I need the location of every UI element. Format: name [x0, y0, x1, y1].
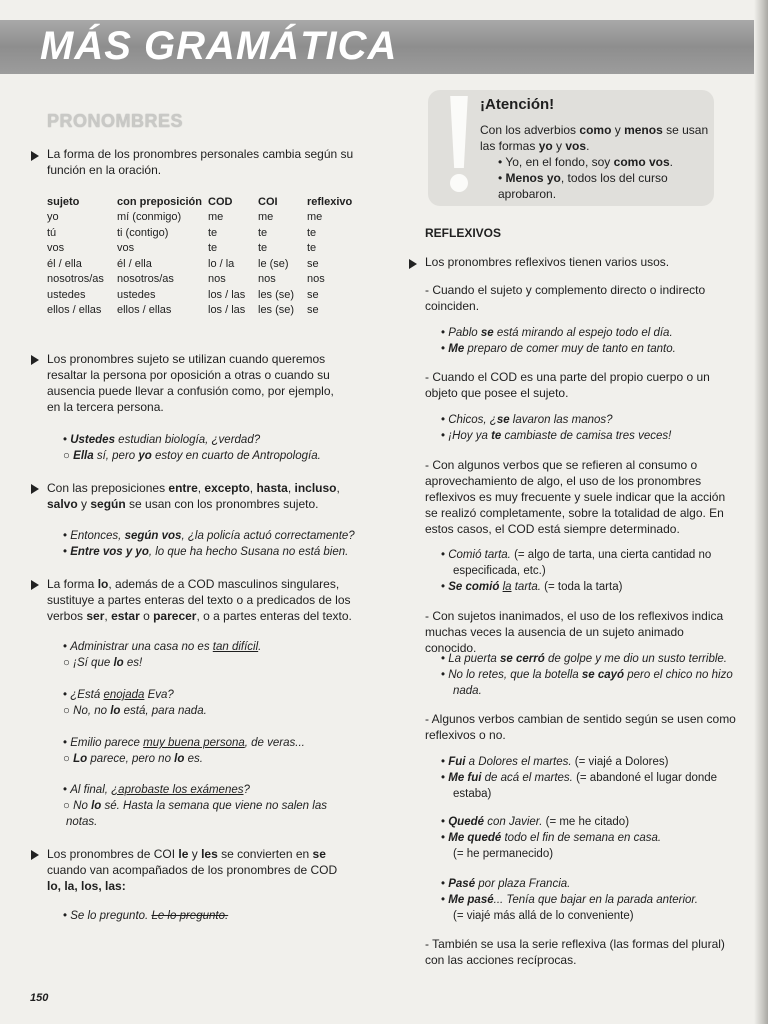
- example-line: • Quedé con Javier. (= me he citado): [441, 816, 630, 828]
- table-cell: les (se): [258, 304, 295, 317]
- page-title: MÁS GRAMÁTICA: [40, 24, 398, 68]
- example-block: [63, 432, 363, 464]
- table-cell: yo: [47, 211, 59, 224]
- table-row: [47, 225, 367, 241]
- table-cell: me: [258, 211, 274, 224]
- table-cell: él / ella: [117, 257, 152, 270]
- attention-text: [480, 122, 710, 202]
- example-line: • ¿Está enojada Eva?: [63, 689, 174, 701]
- paragraph-subject-pronouns: Los pronombres sujeto se utilizan cuando queremos resaltar la persona por oposición a otras o cuando su ausencia puede llevar a confusión como, por ejemplo, en la tercera persona.: [47, 352, 334, 414]
- table-row: [47, 210, 367, 226]
- example-line: (= he permanecido): [453, 848, 554, 860]
- table-header-cell: COD: [208, 195, 233, 208]
- example-block: [441, 325, 741, 357]
- table-header-cell: COI: [258, 195, 278, 208]
- table-row: [47, 303, 367, 319]
- table-row: [47, 256, 367, 272]
- table-row: [47, 272, 367, 288]
- intro-paragraph: La forma de los pronombres personales cambia según su función en la oración.: [47, 147, 354, 177]
- paragraph-coi-se: Los pronombres de COI le y les se convierten en se cuando van acompañados de los pronombres de COD lo, la, los, las:: [47, 847, 338, 893]
- example-line: • Entonces, según vos, ¿la policía actuó correctamente?: [63, 530, 355, 542]
- table-cell: me: [208, 211, 224, 224]
- example-line: • Comió tarta. (= algo de tarta, una cierta cantidad no especificada, etc.): [441, 549, 712, 577]
- reflexivos-use-4: - Con sujetos inanimados, el uso de los reflexivos indica muchas veces la ausencia de un sujeto animado conocido.: [425, 609, 724, 655]
- example-line: (= viajé más allá de lo conveniente): [453, 910, 634, 922]
- reflexivos-use-1: - Cuando el sujeto y complemento directo o indirecto coinciden.: [425, 283, 706, 313]
- table-cell: se: [307, 304, 319, 317]
- exclamation-dot-icon: [450, 174, 468, 192]
- table-cell: te: [307, 242, 317, 255]
- table-cell: vos: [117, 242, 135, 255]
- bullet-arrow-icon: [31, 850, 39, 860]
- attention-title: ¡Atención!: [480, 96, 555, 113]
- table-cell: te: [208, 242, 218, 255]
- bullet-arrow-icon: [31, 355, 39, 365]
- example-line: notas.: [66, 816, 98, 828]
- example-line: ○ ¡Sí que lo es!: [63, 657, 143, 669]
- example-line: • Se comió la tarta. (= toda la tarta): [441, 581, 623, 593]
- reflexivos-title: REFLEXIVOS: [425, 226, 502, 240]
- example-block: [441, 651, 741, 699]
- table-cell: nos: [258, 273, 276, 286]
- table-cell: nos: [208, 273, 226, 286]
- table-cell: ellos / ellas: [117, 304, 172, 317]
- table-cell: ti (contigo): [117, 226, 169, 239]
- table-cell: mí (conmigo): [117, 211, 182, 224]
- example-line: • Pablo se está mirando al espejo todo el día.: [441, 327, 673, 339]
- table-cell: ustedes: [47, 288, 86, 301]
- table-cell: te: [208, 226, 218, 239]
- table-cell: los / las: [208, 288, 246, 301]
- example-line: ○ No, no lo está, para nada.: [63, 705, 207, 717]
- bullet-arrow-icon: [31, 580, 39, 590]
- page-number: 150: [30, 992, 49, 1004]
- table-header-row: [47, 194, 367, 210]
- section-title: PRONOMBRES: [47, 111, 184, 131]
- example-line: • Al final, ¿aprobaste los exámenes?: [63, 784, 250, 796]
- attention-example: • Yo, en el fondo, soy como vos.: [498, 155, 673, 169]
- example-line: • Me quedé todo el fin de semana en casa.: [441, 832, 662, 844]
- table-cell: nosotros/as: [47, 273, 104, 286]
- table-cell: lo / la: [208, 257, 235, 270]
- example-block: [63, 687, 363, 719]
- example-block: [441, 876, 741, 924]
- example-line: • Administrar una casa no es tan difícil.: [63, 641, 262, 653]
- example-line: • Me fui de acá el martes. (= abandoné el lugar donde estaba): [441, 772, 718, 800]
- table-header-cell: reflexivo: [307, 195, 353, 208]
- example-block: [441, 412, 741, 444]
- bullet-arrow-icon: [409, 259, 417, 269]
- table-cell: te: [258, 242, 268, 255]
- example-line: ○ Ella sí, pero yo estoy en cuarto de Antropología.: [63, 450, 321, 462]
- example-block: [63, 735, 363, 767]
- bullet-arrow-icon: [31, 151, 39, 161]
- table-cell: te: [307, 226, 317, 239]
- reflexivos-use-3: - Con algunos verbos que se refieren al consumo o aprovechamiento de algo, el uso de los pronombres reflexivos es muy frecuente y suele indicar que la acción se realizó completamente, sobre la totalidad de algo. En estos casos, el COD está siempre determinado.: [425, 458, 726, 536]
- table-header-cell: sujeto: [47, 195, 80, 208]
- table-cell: tú: [47, 226, 57, 239]
- example-block: [441, 547, 741, 595]
- attention-example: • Menos yo, todos los del curso aprobaron.: [498, 171, 668, 201]
- table-row: [47, 241, 367, 257]
- table-cell: te: [258, 226, 268, 239]
- reflexivos-intro: Los pronombres reflexivos tienen varios usos.: [425, 255, 670, 269]
- table-cell: ustedes: [117, 288, 156, 301]
- example-line: • Fui a Dolores el martes. (= viajé a Dolores): [441, 756, 669, 768]
- table-row: [47, 287, 367, 303]
- table-cell: le (se): [258, 257, 289, 270]
- example-block: [441, 814, 741, 862]
- reflexivos-use-6: - También se usa la serie reflexiva (las formas del plural) con las acciones recíprocas.: [425, 937, 725, 967]
- example-line: • Se lo pregunto. Le lo pregunto.: [63, 910, 229, 922]
- reflexivos-use-2: - Cuando el COD es una parte del propio cuerpo o un objeto que posee el sujeto.: [425, 370, 710, 400]
- table-cell: ellos / ellas: [47, 304, 102, 317]
- attention-box: [428, 90, 714, 206]
- page-edge-shadow: [754, 0, 768, 1024]
- example-block: [63, 782, 363, 830]
- attention-rule: Con los adverbios como y menos se usan las formas yo y vos.: [480, 123, 709, 153]
- example-block: [63, 528, 373, 560]
- table-cell: nos: [307, 273, 325, 286]
- table-cell: les (se): [258, 288, 295, 301]
- table-cell: se: [307, 257, 319, 270]
- pronoun-table: [47, 194, 367, 318]
- table-cell: él / ella: [47, 257, 82, 270]
- example-line: • Pasé por plaza Francia.: [441, 878, 571, 890]
- example-line: • Emilio parece muy buena persona, de veras...: [63, 737, 305, 749]
- example-line: ○ Lo parece, pero no lo es.: [63, 753, 203, 765]
- table-cell: nosotros/as: [117, 273, 174, 286]
- table-cell: vos: [47, 242, 65, 255]
- bullet-arrow-icon: [31, 484, 39, 494]
- example-line: • La puerta se cerró de golpe y me dio un susto terrible.: [441, 653, 727, 665]
- table-cell: se: [307, 288, 319, 301]
- example-line: • Me pasé... Tenía que bajar en la parada anterior.: [441, 894, 698, 906]
- example-block: [63, 908, 363, 924]
- example-line: • Ustedes estudian biología, ¿verdad?: [63, 434, 261, 446]
- example-line: ○ No lo sé. Hasta la semana que viene no salen las: [63, 800, 327, 812]
- example-line: • ¡Hoy ya te cambiaste de camisa tres veces!: [441, 430, 672, 442]
- table-cell: los / las: [208, 304, 246, 317]
- example-block: [63, 639, 363, 671]
- example-line: • Chicos, ¿se lavaron las manos?: [441, 414, 613, 426]
- table-cell: me: [307, 211, 323, 224]
- example-line: • Me preparo de comer muy de tanto en tanto.: [441, 343, 676, 355]
- example-block: [441, 754, 741, 802]
- table-header-cell: con preposición: [117, 195, 202, 208]
- exclamation-icon: [448, 96, 470, 168]
- example-line: • No lo retes, que la botella se cayó pero el chico no hizo nada.: [441, 669, 733, 697]
- example-line: • Entre vos y yo, lo que ha hecho Susana no está bien.: [63, 546, 349, 558]
- paragraph-prepositions: Con las preposiciones entre, excepto, hasta, incluso, salvo y según se usan con los pronombres sujeto.: [47, 481, 340, 511]
- paragraph-lo-form: La forma lo, además de a COD masculinos singulares, sustituye a partes enteras del texto o a predicados de los verbos ser, estar o parecer, o a partes enteras del texto.: [47, 577, 352, 623]
- reflexivos-use-5: - Algunos verbos cambian de sentido según se usen como reflexivos o no.: [425, 712, 736, 742]
